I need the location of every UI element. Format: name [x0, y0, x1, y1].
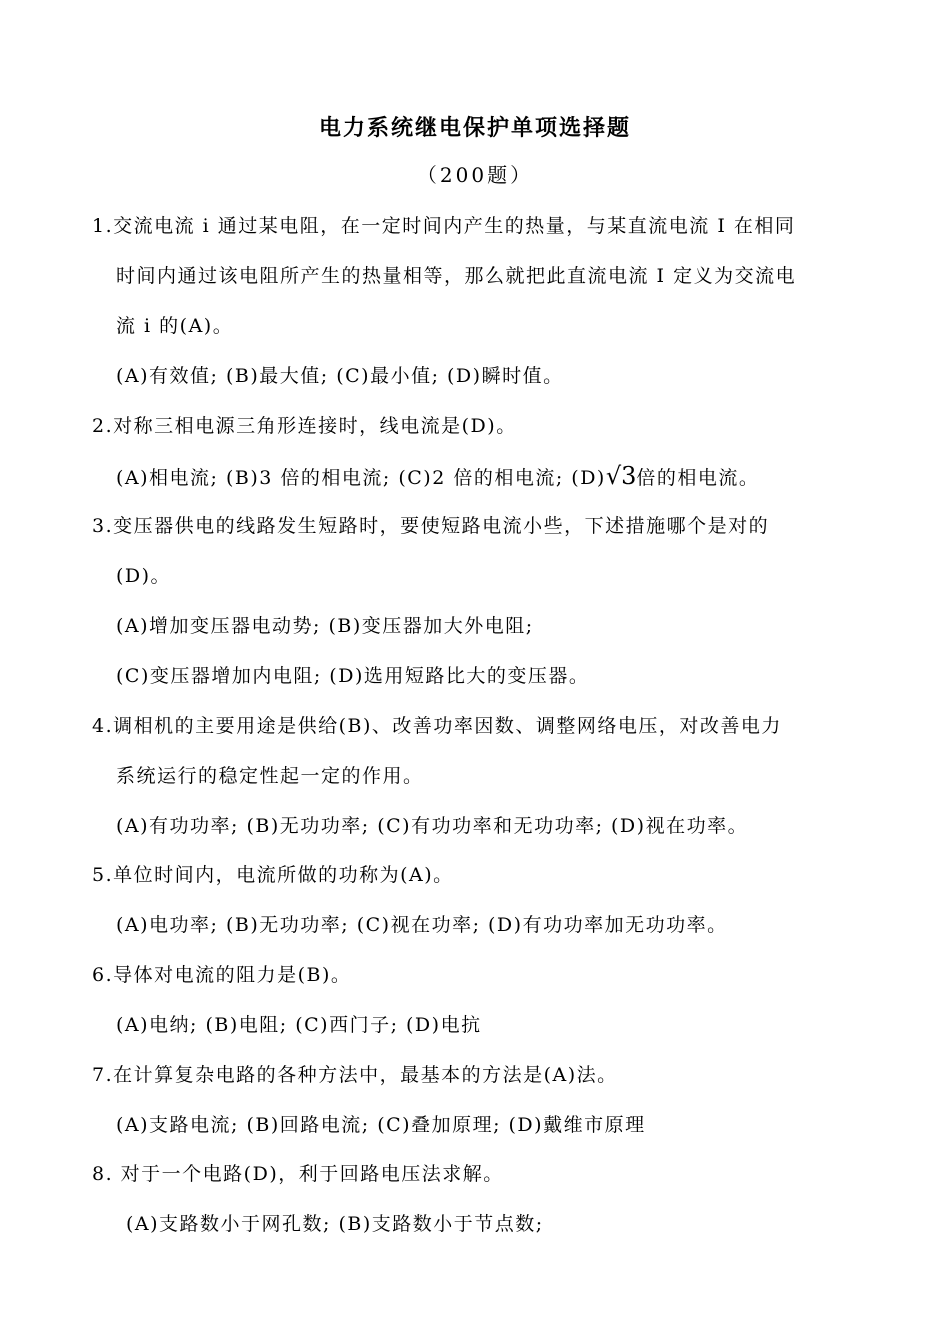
- question-1-line-2: 时间内通过该电阻所产生的热量相等，那么就把此直流电流 I 定义为交流电: [116, 265, 797, 287]
- question-6-line-1: 6.导体对电流的阻力是(B)。: [92, 964, 352, 986]
- question-2-options-after: 倍的相电流。: [636, 467, 760, 489]
- question-3-line-1: 3.变压器供电的线路发生短路时，要使短路电流小些，下述措施哪个是对的: [92, 515, 770, 537]
- question-3-options-2: (C)变压器增加内电阻; (D)选用短路比大的变压器。: [116, 665, 590, 687]
- question-5-line-1: 5.单位时间内，电流所做的功称为(A)。: [92, 864, 454, 886]
- question-8-line-1: 8. 对于一个电路(D)，利于回路电压法求解。: [92, 1163, 504, 1185]
- question-4-line-1: 4.调相机的主要用途是供给(B)、改善功率因数、调整网络电压，对改善电力: [92, 715, 782, 737]
- question-2-options-before: (A)相电流; (B)3 倍的相电流; (C)2 倍的相电流; (D): [116, 467, 606, 489]
- question-4-options: (A)有功功率; (B)无功功率; (C)有功功率和无功功率; (D)视在功率。: [116, 815, 749, 837]
- question-7-options: (A)支路电流; (B)回路电流; (C)叠加原理; (D)戴维市原理: [116, 1114, 646, 1136]
- question-2-options: [116, 462, 759, 492]
- document-subtitle: （200题）: [416, 163, 534, 187]
- question-4-line-2: 系统运行的稳定性起一定的作用。: [116, 765, 424, 787]
- question-7-line-1: 7.在计算复杂电路的各种方法中，最基本的方法是(A)法。: [92, 1064, 618, 1086]
- question-1-options: (A)有效值; (B)最大值; (C)最小值; (D)瞬时值。: [116, 365, 564, 387]
- question-2-line-1: 2.对称三相电源三角形连接时，线电流是(D)。: [92, 415, 517, 437]
- question-5-options: (A)电功率; (B)无功功率; (C)视在功率; (D)有功功率加无功功率。: [116, 914, 728, 936]
- question-3-line-2: (D)。: [116, 565, 172, 587]
- question-3-options-1: (A)增加变压器电动势; (B)变压器加大外电阻;: [116, 615, 534, 637]
- question-6-options: (A)电纳; (B)电阻; (C)西门子; (D)电抗: [116, 1014, 482, 1036]
- question-1-line-1: 1.交流电流 i 通过某电阻，在一定时间内产生的热量，与某直流电流 I 在相同: [92, 215, 796, 237]
- question-1-line-3: 流 i 的(A)。: [116, 315, 234, 337]
- sqrt-three: √3: [605, 462, 637, 490]
- document-title: 电力系统继电保护单项选择题: [318, 115, 631, 141]
- question-8-options: (A)支路数小于网孔数; (B)支路数小于节点数;: [126, 1213, 544, 1235]
